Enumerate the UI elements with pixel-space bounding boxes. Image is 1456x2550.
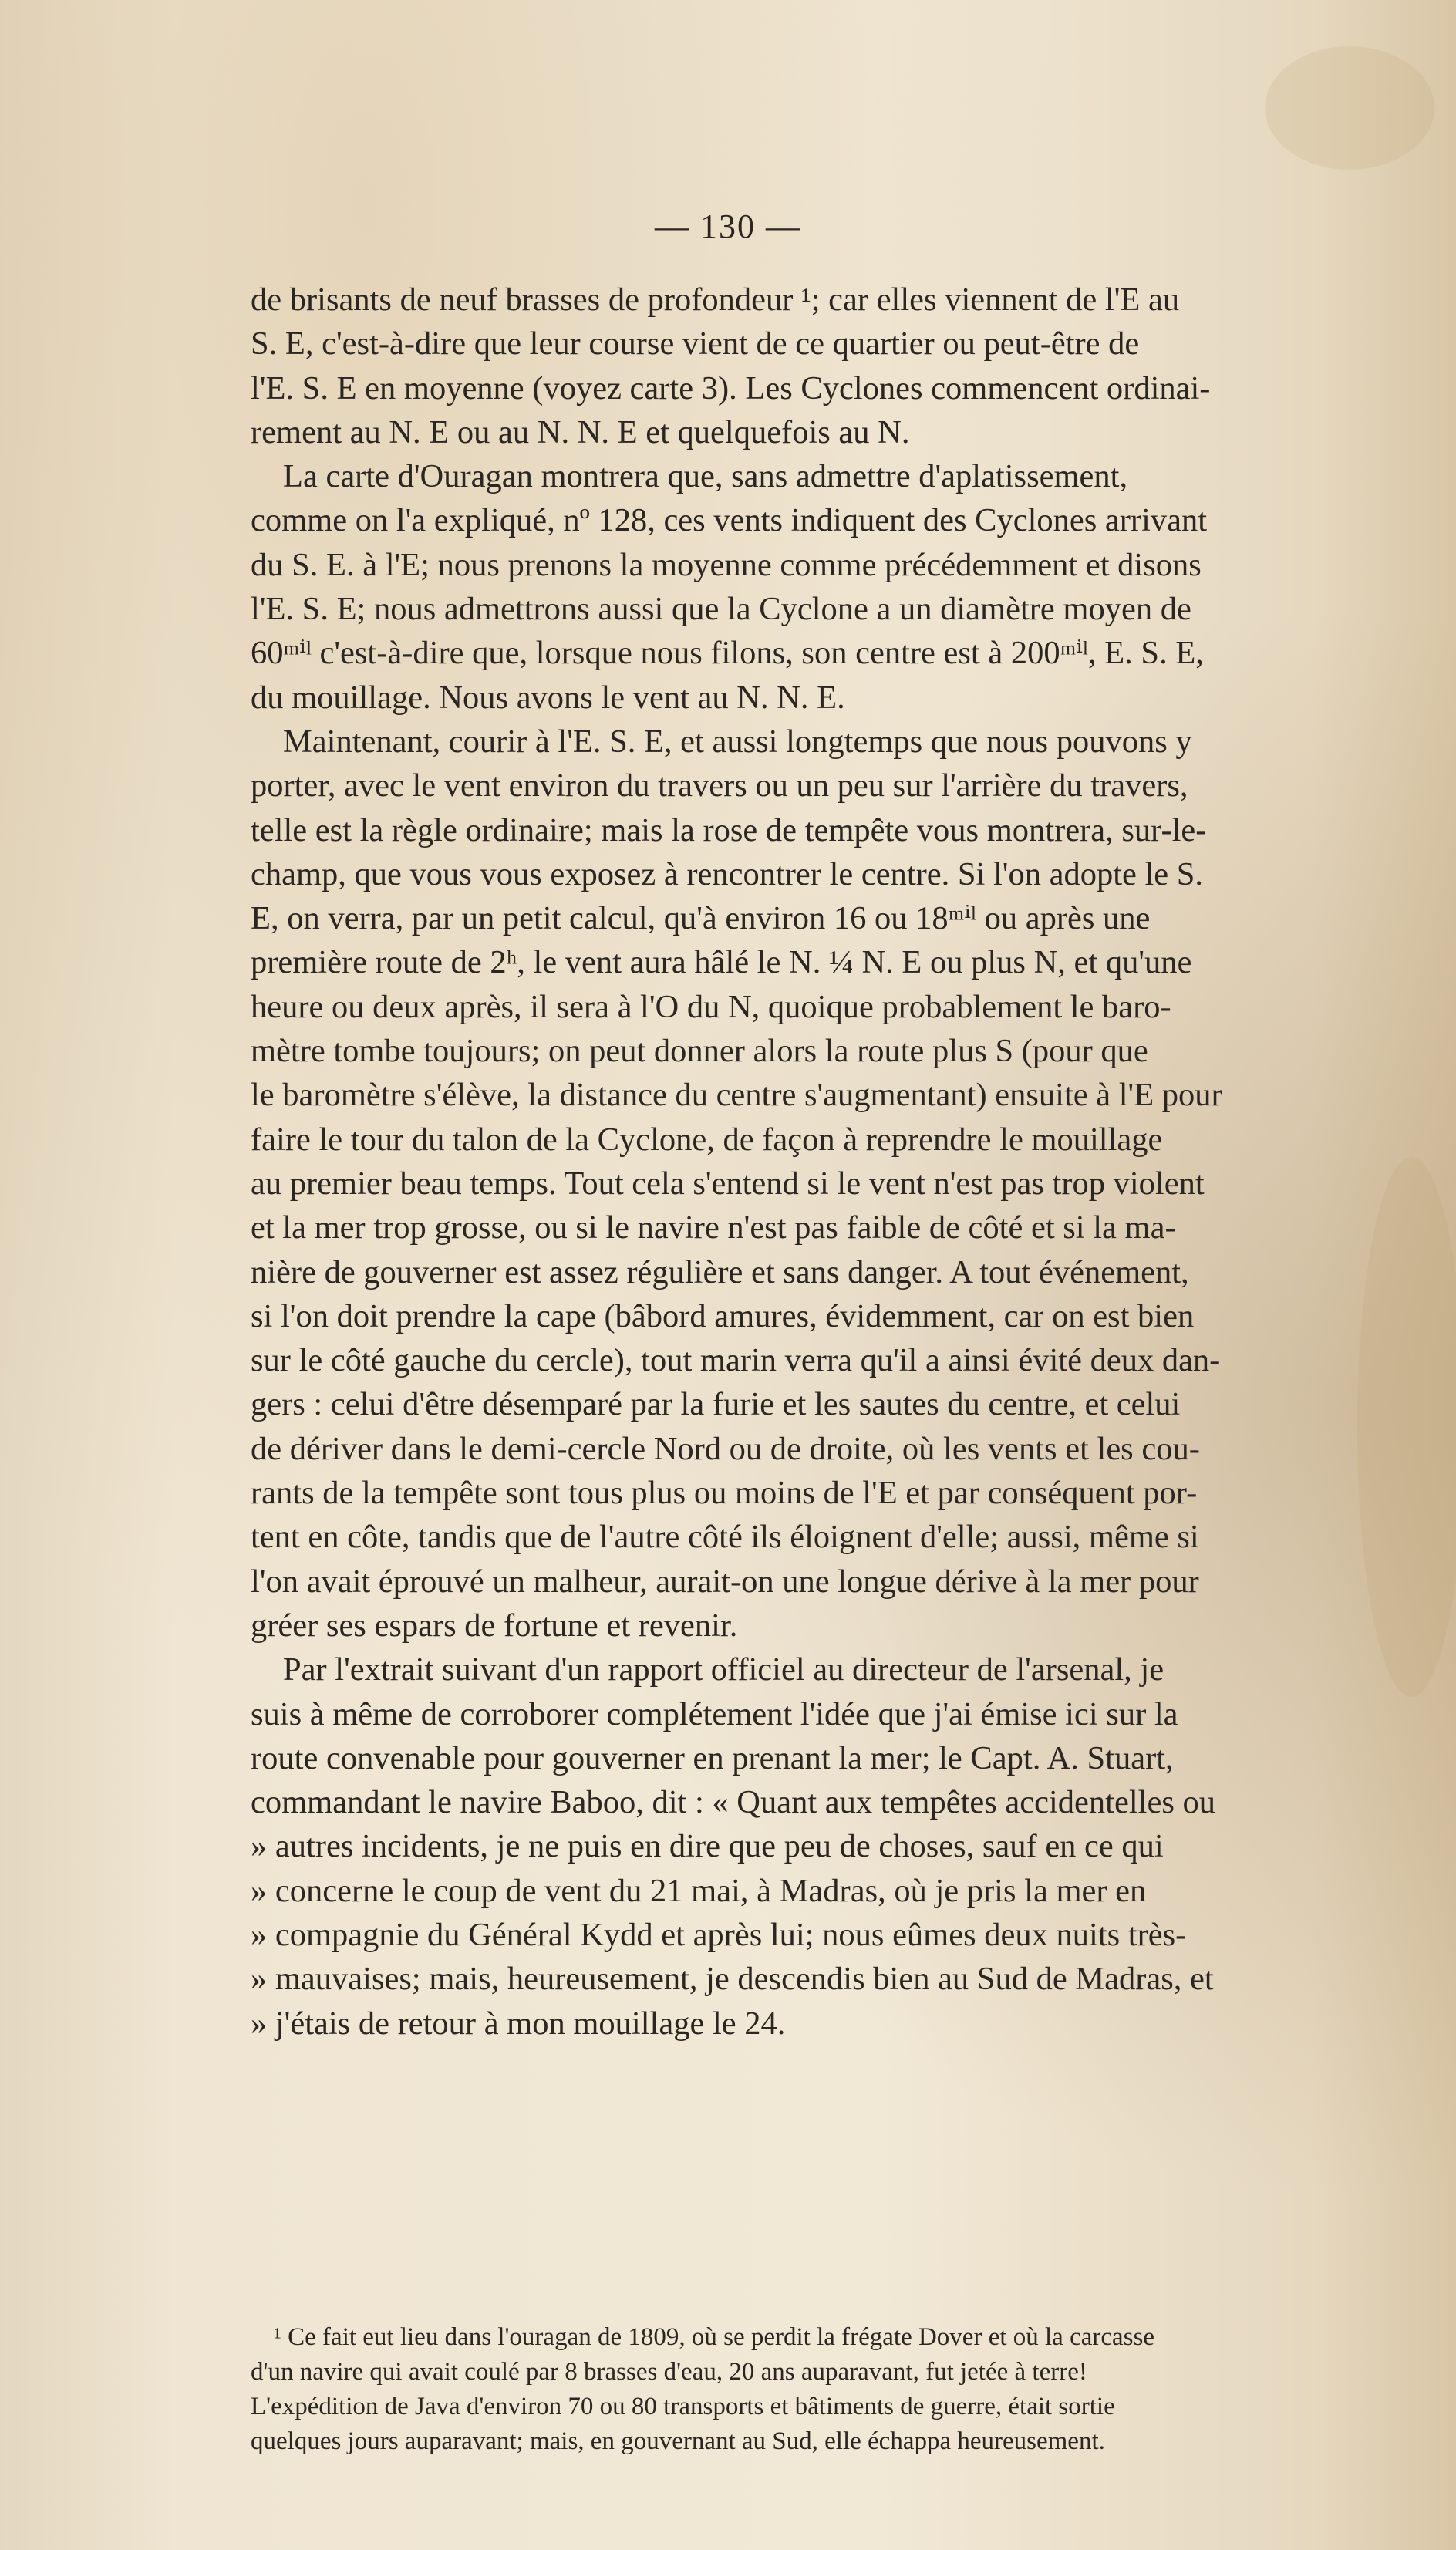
text-line: au premier beau temps. Tout cela s'entend si le vent n'est pas trop violent (251, 1165, 1205, 1202)
text-line: » mauvaises; mais, heureusement, je descendis bien au Sud de Madras, et (251, 1961, 1214, 1998)
text-line: sur le côté gauche du cercle), tout marin verra qu'il a ainsi évité deux dan- (251, 1342, 1221, 1379)
text-line: suis à même de corroborer complétement l'idée que j'ai émise ici sur la (251, 1695, 1178, 1732)
text-line: nière de gouverner est assez régulière et sans danger. A tout événement, (251, 1253, 1189, 1290)
text-line: champ, que vous vous exposez à rencontrer le centre. Si l'on adopte le S. (251, 855, 1204, 892)
text-line: telle est la règle ordinaire; mais la rose de tempête vous montrera, sur-le- (251, 811, 1207, 848)
text-line: » concerne le coup de vent du 21 mai, à Madras, où je pris la mer en (251, 1872, 1147, 1909)
text-line: La carte d'Ouragan montrera que, sans admettre d'aplatissement, (283, 458, 1128, 495)
text-line: gers : celui d'être désemparé par la furie et les sautes du centre, et celui (251, 1386, 1181, 1423)
text-line: 60ᵐⁱˡ c'est-à-dire que, lorsque nous filons, son centre est à 200ᵐⁱˡ, E. S. E, (251, 635, 1204, 672)
text-line: si l'on doit prendre la cape (bâbord amures, évidemment, car on est bien (251, 1297, 1195, 1334)
text-line: le baromètre s'élève, la distance du centre s'augmentant) ensuite à l'E pour (251, 1077, 1222, 1114)
footnote-line: L'expédition de Java d'environ 70 ou 80 transports et bâtiments de guerre, était sortie (251, 2393, 1115, 2420)
body-text (251, 278, 1438, 2046)
text-line: commandant le navire Baboo, dit : « Quant aux tempêtes accidentelles ou (251, 1784, 1215, 1821)
text-line: S. E, c'est-à-dire que leur course vient de ce quartier ou peut-être de (251, 325, 1140, 363)
text-line: l'E. S. E; nous admettrons aussi que la Cyclone a un diamètre moyen de (251, 591, 1191, 628)
text-line: du S. E. à l'E; nous prenons la moyenne comme précédemment et disons (251, 546, 1202, 583)
text-line: du mouillage. Nous avons le vent au N. N. E. (251, 679, 845, 716)
text-line: rement au N. E ou au N. N. E et quelquefois au N. (251, 413, 910, 450)
footnote-line: d'un navire qui avait coulé par 8 brasses d'eau, 20 ans auparavant, fut jetée à terre! (251, 2358, 1087, 2386)
text-line: Maintenant, courir à l'E. S. E, et aussi longtemps que nous pouvons y (283, 723, 1192, 760)
text-line: comme on l'a expliqué, nº 128, ces vents indiquent des Cyclones arrivant (251, 502, 1208, 539)
text-line: mètre tombe toujours; on peut donner alors la route plus S (pour que (251, 1033, 1148, 1070)
text-line: de brisants de neuf brasses de profondeur ¹; car elles viennent de l'E au (251, 282, 1180, 318)
text-line: porter, avec le vent environ du travers ou un peu sur l'arrière du travers, (251, 767, 1188, 804)
text-line: E, on verra, par un petit calcul, qu'à environ 16 ou 18ᵐⁱˡ ou après une (251, 900, 1151, 937)
text-line: et la mer trop grosse, ou si le navire n'est pas faible de côté et si la ma- (251, 1209, 1176, 1246)
text-line: l'on avait éprouvé un malheur, aurait-on une longue dérive à la mer pour (251, 1563, 1199, 1600)
text-line: gréer ses espars de fortune et revenir. (251, 1607, 738, 1644)
text-line: tent en côte, tandis que de l'autre côté ils éloignent d'elle; aussi, même si (251, 1519, 1199, 1556)
text-line: rants de la tempête sont tous plus ou moins de l'E et par conséquent por- (251, 1475, 1198, 1512)
footnote-line: quelques jours auparavant; mais, en gouvernant au Sud, elle échappa heureusement. (251, 2427, 1105, 2455)
text-line: » compagnie du Général Kydd et après lui; nous eûmes deux nuits très- (251, 1916, 1187, 1953)
text-line: route convenable pour gouverner en prenant la mer; le Capt. A. Stuart, (251, 1739, 1174, 1776)
text-line: de dériver dans le demi-cercle Nord ou de droite, où les vents et les cou- (251, 1430, 1200, 1467)
text-line: heure ou deux après, il sera à l'O du N, quoique probablement le baro- (251, 988, 1171, 1025)
text-line: faire le tour du talon de la Cyclone, de façon à reprendre le mouillage (251, 1121, 1163, 1158)
footnotes (251, 2320, 1431, 2459)
footnote-line: ¹ Ce fait eut lieu dans l'ouragan de 1809, où se perdit la frégate Dover et où la carcasse (274, 2323, 1154, 2351)
text-line: » autres incidents, je ne puis en dire que peu de choses, sauf en ce qui (251, 1828, 1164, 1865)
text-line: Par l'extrait suivant d'un rapport officiel au directeur de l'arsenal, je (283, 1651, 1164, 1688)
text-line: première route de 2ʰ, le vent aura hâlé le N. ¼ N. E ou plus N, et qu'une (251, 944, 1192, 981)
text-line: l'E. S. E en moyenne (voyez carte 3). Les Cyclones commencent ordinai- (251, 369, 1211, 406)
page-number: — 130 — (655, 207, 801, 245)
paper-stain (1265, 46, 1434, 170)
text-line: » j'étais de retour à mon mouillage le 24. (251, 2005, 786, 2042)
